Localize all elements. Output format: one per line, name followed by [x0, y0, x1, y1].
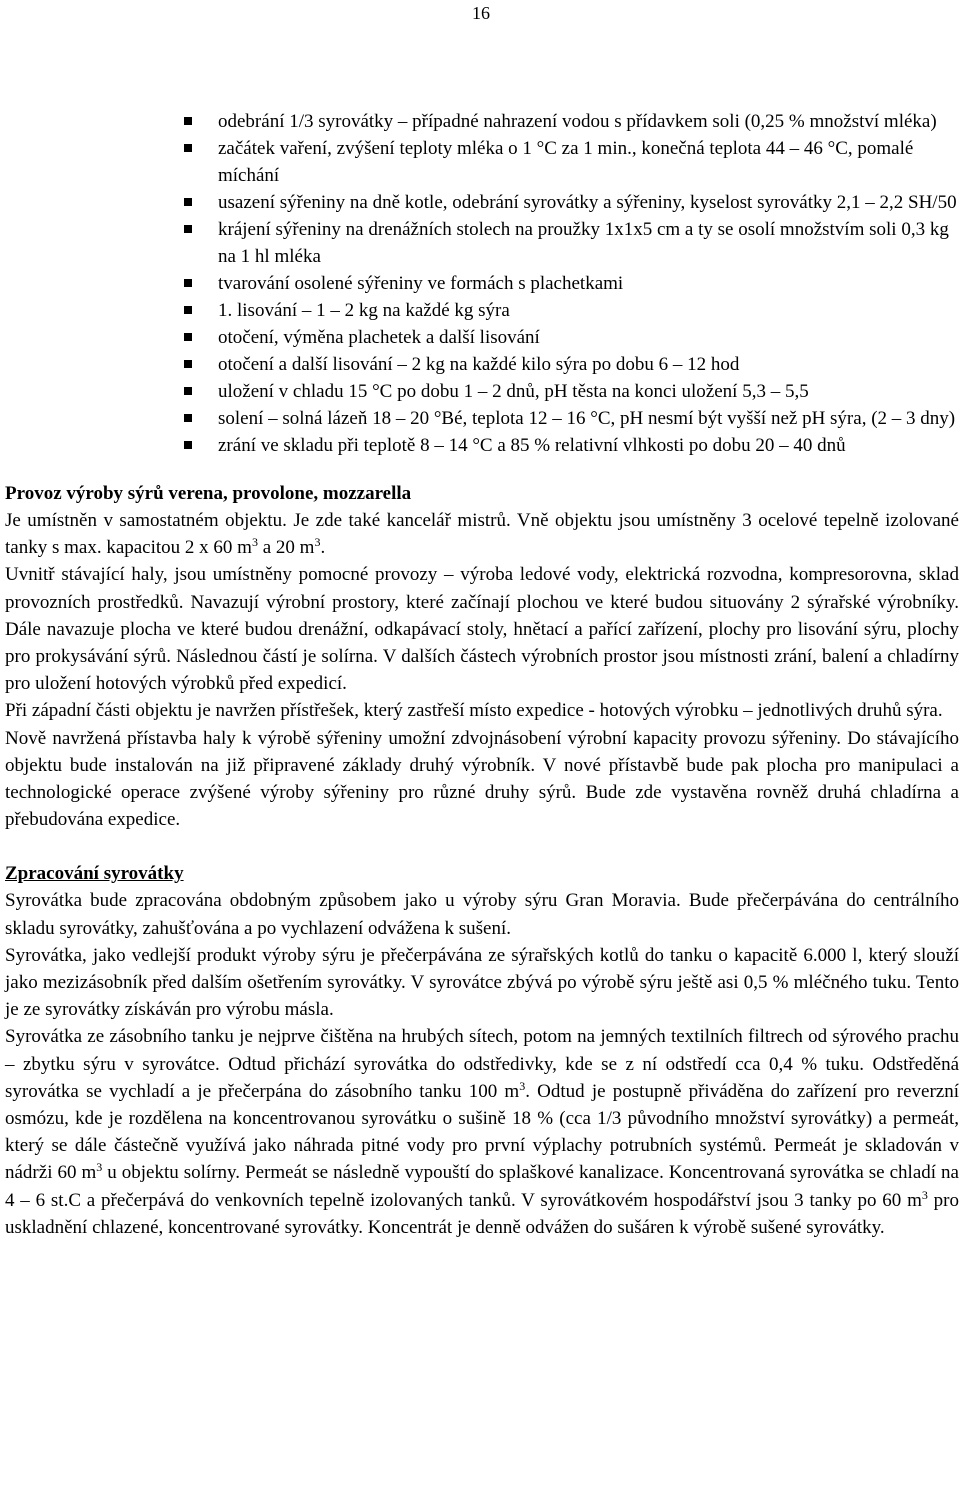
list-item [218, 135, 959, 189]
list-item [218, 378, 959, 405]
list-item-text: tvarování osolené sýřeniny ve formách s plachetkami [218, 273, 624, 294]
list-item [218, 189, 959, 216]
paragraph: Nově navržená přístavba haly k výrobě sýřeniny umožní zdvojnásobení výrobní kapacity provozu sýřeniny. Do stávajícího objektu bude instalován na již připravené základy druhý výrobník. V nové přístavbě bude pak plocha pro manipulaci a technologické operace zvýšené výroby sýřeniny pro různé druhy sýrů. Bude zde vystavěna rovněž druhá chladírna a přebudována expedice. [5, 727, 959, 831]
list-item [218, 297, 959, 324]
paragraph [5, 1023, 959, 1241]
list-item [218, 216, 959, 270]
superscript: 3 [519, 1078, 526, 1093]
list-item-text: solení – solná lázeň 18 – 20 °Bé, teplota 12 – 16 °C, pH nesmí být vyšší než pH sýra, (2 – 3 dny) [218, 408, 956, 429]
list-item [218, 351, 959, 378]
list-item [218, 432, 959, 459]
list-item [218, 324, 959, 351]
square-bullet-icon [184, 198, 192, 206]
list-item-text: krájení sýřeniny na drenážních stolech na proužky 1x1x5 cm a ty se osolí množstvím soli 0,3 kg na 1 hl mléka [218, 219, 949, 267]
paragraph-text: . [320, 537, 326, 559]
square-bullet-icon [184, 144, 192, 152]
superscript: 3 [921, 1187, 928, 1202]
section-heading-whey-processing [5, 860, 959, 887]
list-item [218, 405, 959, 432]
square-bullet-icon [184, 333, 192, 341]
square-bullet-icon [184, 441, 192, 449]
paragraph-text: . Odtud je postupně přiváděna do zařízení pro reverzní osmózu, kde je rozdělena na koncentrovanou syrovátku o sušině 18 % (cca 1/3 původního množství syrovátky) a permeát, který se dále částečně využívá jako náhrada pitné vody pro první výplachy potrubních systémů. Permeát je skladován v nádrži 60 m [5, 1080, 959, 1184]
paragraph: Uvnitř stávající haly, jsou umístněny pomocné provozy – výroba ledové vody, elektrická rozvodna, kompresorovna, sklad provozních prostředků. Navazují výrobní prostory, které začínají plochou ve které budou situovány 2 sýrařské výrobníky. Dále navazuje plocha ve které budou drenážní, odkapávací stoly, hnětací a pařící zařízení, plochy pro lisování sýru, plochy pro prokysávání sýrů. Následnou částí je solírna. V dalších částech výrobních prostor jsou místnosti zrání, balení a chladírny pro uložení hotových výrobků před expedicí. [5, 564, 959, 695]
list-item-text: odebrání 1/3 syrovátky – případné nahrazení vodou s přídavkem soli (0,25 % množství mléka) [218, 111, 937, 132]
process-steps-list [5, 108, 959, 459]
paragraph: Při západní části objektu je navržen přístřešek, který zastřeší místo expedice - hotových výrobku – jednotlivých druhů sýra. [5, 700, 943, 722]
list-item-text: uložení v chladu 15 °C po dobu 1 – 2 dnů, pH těsta na konci uložení 5,3 – 5,5 [218, 381, 809, 402]
paragraph-text: Syrovátka ze zásobního tanku je nejprve čištěna na hrubých sítech, potom na jemných textilních filtrech od sýrového prachu – zbytku sýru v syrovátce. Odtud přichází syrovátka do odstředivky, kde se z ní odstředí cca 0,4 % tuku. Odstředěná syrovátka se vychladí a je přečerpána do zásobního tanku 100 m [5, 1026, 959, 1102]
paragraph: Syrovátka, jako vedlejší produkt výroby sýru je přečerpávána ze sýrařských kotlů do tanku o kapacitě 6.000 l, který slouží jako mezizásobník před dalším ošetřením syrovátky. V syrovátce zbývá po výrobě sýru ještě asi 0,5 % mléčného tuku. Tento je ze syrovátky získáván pro výrobu másla. [5, 944, 959, 1021]
list-item-text: otočení, výměna plachetek a další lisování [218, 327, 540, 348]
superscript: 3 [96, 1160, 103, 1175]
square-bullet-icon [184, 360, 192, 368]
list-item [218, 270, 959, 297]
paragraph-text: pro uskladnění chlazené, koncentrované syrovátky. Koncentrát je denně odvážen do sušáren k výrobě sušené syrovátky. [5, 1189, 960, 1238]
square-bullet-icon [184, 306, 192, 314]
superscript: 3 [251, 535, 258, 550]
paragraph [5, 507, 959, 561]
square-bullet-icon [184, 279, 192, 287]
paragraph: Syrovátka bude zpracována obdobným způsobem jako u výroby sýru Gran Moravia. Bude přečerpávána do centrálního skladu syrovátky, zahušťována a po vychlazení odvážena k sušení. [5, 890, 959, 939]
square-bullet-icon [184, 414, 192, 422]
paragraph-text: a 20 m [257, 537, 315, 559]
page-number: 16 [472, 3, 490, 23]
underlined-heading-text: Zpracování syrovátky [5, 863, 184, 885]
page-content [5, 108, 959, 1241]
list-item-text: usazení sýřeniny na dně kotle, odebrání syrovátky a sýřeniny, kyselost syrovátky 2,1 – 2,2 SH/50 [218, 192, 957, 213]
list-item-text: 1. lisování – 1 – 2 kg na každé kg sýra [218, 300, 510, 321]
list-item-text: otočení a další lisování – 2 kg na každé kilo sýra po dobu 6 – 12 hod [218, 354, 740, 375]
list-item [218, 108, 959, 135]
paragraph-text: u objektu solírny. Permeát se následně vypouští do splaškové kanalizace. Koncentrovaná syrovátka se chladí na 4 – 6 st.C a přečerpává do venkovních tepelně izolovaných tanků. V syrovátkovém hospodářství jsou 3 tanky po 60 m [5, 1162, 959, 1211]
section-heading-cheese-production: Provoz výroby sýrů verena, provolone, mozzarella [5, 483, 412, 504]
square-bullet-icon [184, 225, 192, 233]
list-item-text: začátek vaření, zvýšení teploty mléka o 1 °C za 1 min., konečná teplota 44 – 46 °C, pomalé míchání [218, 138, 914, 186]
list-item-text: zrání ve skladu při teplotě 8 – 14 °C a 85 % relativní vlhkosti po dobu 20 – 40 dnů [218, 435, 846, 456]
square-bullet-icon [184, 117, 192, 125]
square-bullet-icon [184, 387, 192, 395]
superscript: 3 [314, 535, 321, 550]
paragraph-text: Je umístněn v samostatném objektu. Je zde také kancelář mistrů. Vně objektu jsou umístněny 3 ocelové tepelně izolované tanky s max. kapacitou 2 x 60 m [5, 510, 959, 559]
